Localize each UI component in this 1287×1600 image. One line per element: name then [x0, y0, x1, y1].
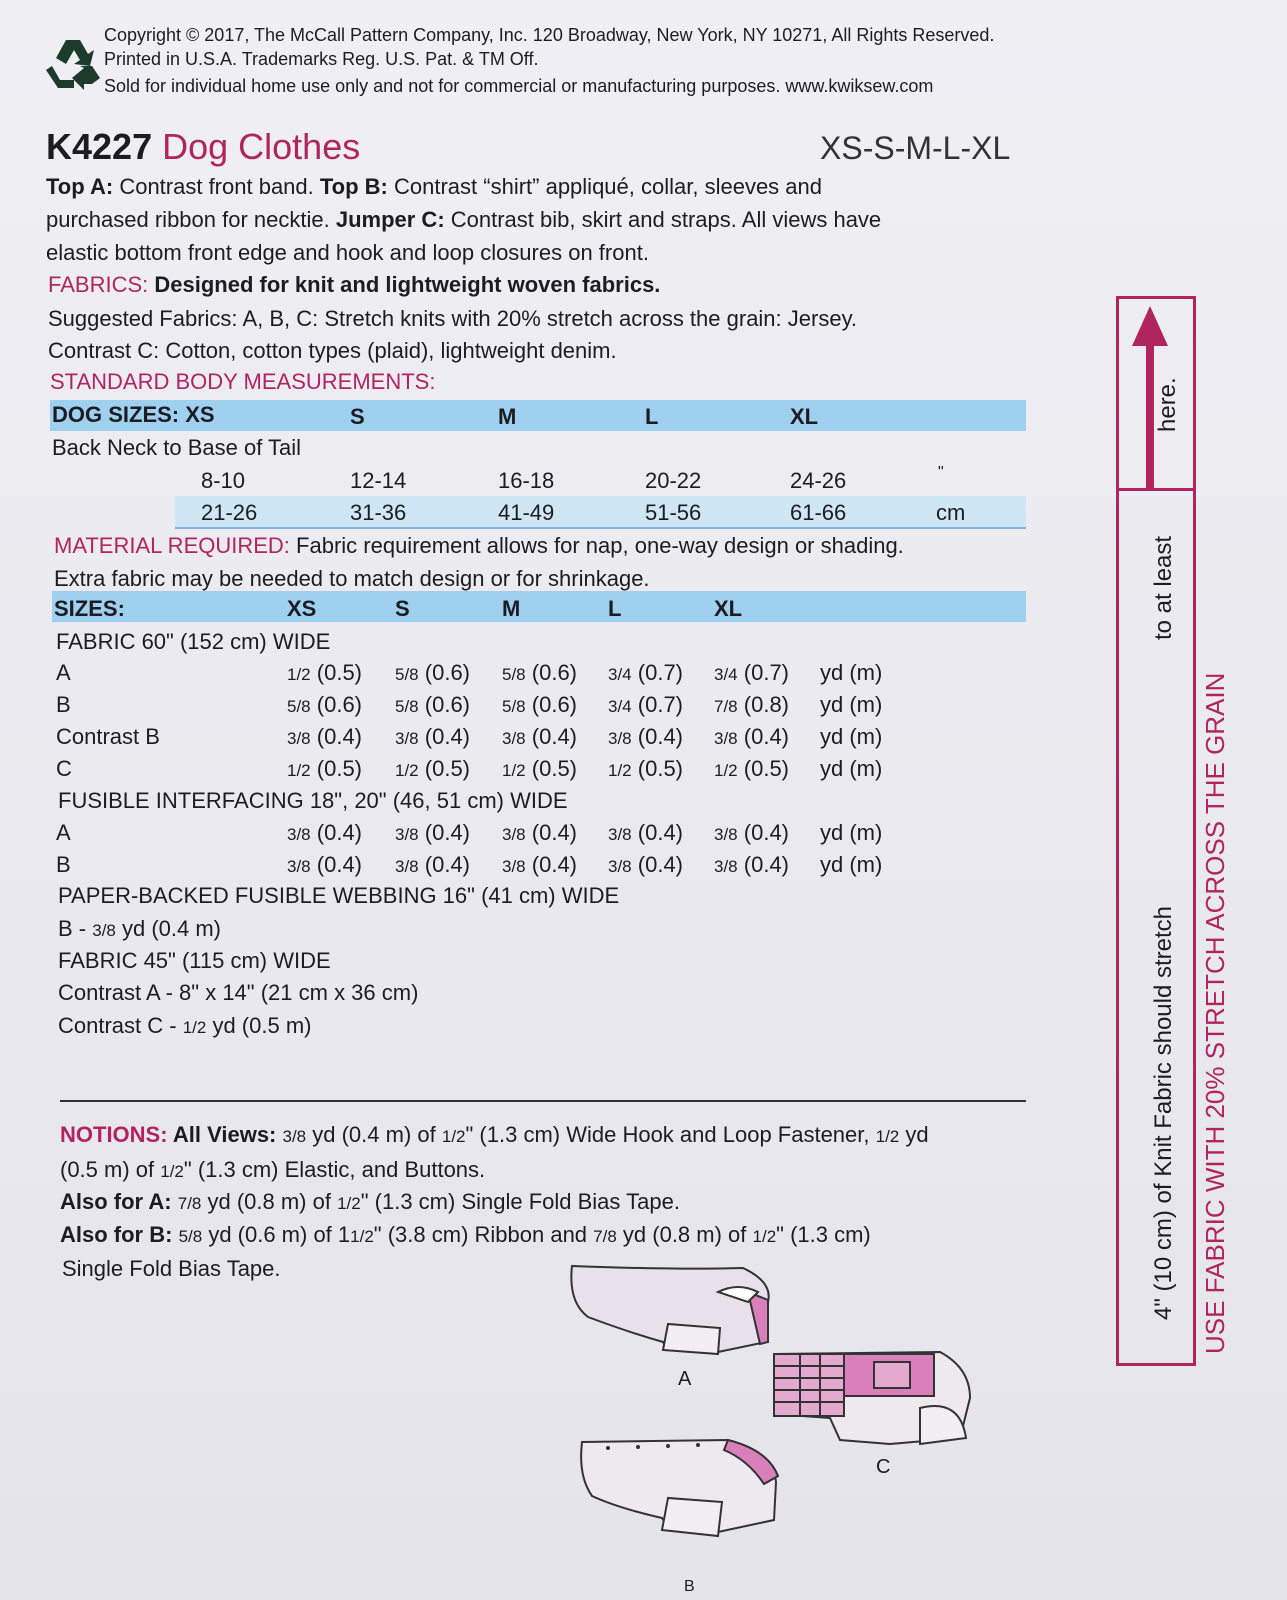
- copyright-line-1: Copyright © 2017, The McCall Pattern Company, Inc. 120 Broadway, New York, NY 10271, All Rights Reserved.: [104, 25, 995, 45]
- description-line-1: [46, 174, 822, 200]
- cm-row-rule: [175, 527, 1026, 529]
- webbing-b: [58, 916, 221, 942]
- b5: 7/8: [593, 1227, 617, 1246]
- amount-fraction: 5/8: [395, 665, 419, 684]
- material-amount: [287, 852, 362, 878]
- material-amount: [287, 692, 362, 718]
- amount-metric: (0.7): [637, 660, 684, 685]
- jumper-c-text: Contrast bib, skirt and straps. All views have: [444, 207, 882, 232]
- material-amount: [395, 756, 470, 782]
- material-text: Fabric requirement allows for nap, one-way design or shading.: [289, 533, 904, 558]
- interfacing-heading: FUSIBLE INTERFACING 18", 20" (46, 51 cm) WIDE: [58, 788, 568, 813]
- amount-metric: (0.4): [531, 724, 578, 749]
- fabric45-heading: FABRIC 45" (115 cm) WIDE: [58, 948, 331, 973]
- notions-line-1: [60, 1122, 929, 1148]
- amount-metric: (0.4): [743, 852, 790, 877]
- amount-fraction: 3/8: [502, 729, 526, 748]
- material-row-label: A: [56, 660, 71, 685]
- amount-metric: (0.4): [743, 724, 790, 749]
- amount-fraction: 3/8: [608, 825, 632, 844]
- amount-metric: (0.5): [424, 756, 471, 781]
- material-amount: [287, 756, 362, 782]
- inch-l: 20-22: [645, 468, 702, 493]
- amount-fraction: 1/2: [502, 761, 526, 780]
- amount-metric: (0.4): [637, 724, 684, 749]
- amount-fraction: 1/2: [395, 761, 419, 780]
- view-b-label: B: [684, 1578, 695, 1595]
- material-amount: [287, 820, 362, 846]
- notions-b-line-2: Single Fold Bias Tape.: [62, 1256, 281, 1281]
- contrast-c-frac: 1/2: [182, 1018, 207, 1037]
- amount-fraction: 3/8: [714, 825, 738, 844]
- material-label: MATERIAL REQUIRED:: [54, 533, 290, 558]
- amount-metric: (0.6): [424, 660, 471, 685]
- material-amount: [502, 724, 577, 750]
- desc-text: purchased ribbon for necktie.: [46, 207, 336, 232]
- suggested-fabrics: Suggested Fabrics: A, B, C: Stretch knits with 20% stretch across the grain: Jersey.: [48, 306, 858, 331]
- amount-metric: (0.5): [316, 756, 363, 781]
- notions-b-line: [60, 1222, 871, 1248]
- material-amount: [714, 756, 789, 782]
- mat-size-m: M: [502, 596, 521, 621]
- notions-divider: [60, 1100, 1026, 1102]
- contrast-c-line: [58, 1013, 311, 1039]
- pattern-number: K4227: [46, 126, 153, 167]
- amount-metric: (0.6): [531, 692, 578, 717]
- amount-fraction: 3/8: [287, 825, 311, 844]
- here-label: here.: [1154, 377, 1181, 432]
- b3: 1/2: [350, 1227, 374, 1246]
- material-line-2: Extra fabric may be needed to match design or for shrinkage.: [54, 566, 650, 591]
- top-a-text: Contrast front band.: [113, 174, 320, 199]
- also-b-label: Also for B:: [60, 1222, 179, 1247]
- amount-metric: (0.5): [531, 756, 578, 781]
- webbing-b-post: yd (0.4 m): [115, 916, 222, 941]
- material-amount: [608, 724, 683, 750]
- n1d: " (1.3 cm) Wide Hook and Loop Fastener,: [465, 1122, 876, 1147]
- notions-label: NOTIONS:: [60, 1122, 168, 1147]
- inch-s: 12-14: [350, 468, 407, 493]
- contrast-fabrics: Contrast C: Cotton, cotton types (plaid), lightweight denim.: [48, 338, 617, 363]
- b2: yd (0.6 m) of 1: [202, 1222, 351, 1247]
- amount-fraction: 1/2: [714, 761, 738, 780]
- a2: yd (0.8 m) of: [201, 1189, 338, 1214]
- material-amount: [502, 692, 577, 718]
- material-row-label: Contrast B: [56, 724, 160, 749]
- webbing-heading: PAPER-BACKED FUSIBLE WEBBING 16" (41 cm) WIDE: [58, 883, 620, 908]
- amount-metric: (0.4): [424, 852, 471, 877]
- view-b-illustration: [578, 1436, 784, 1540]
- recycle-icon: [44, 36, 102, 94]
- material-amount: [608, 756, 683, 782]
- amount-fraction: 3/8: [608, 857, 632, 876]
- amount-metric: (0.6): [424, 692, 471, 717]
- amount-metric: (0.4): [316, 724, 363, 749]
- b7: 1/2: [752, 1227, 777, 1246]
- n2c: " (1.3 cm) Elastic, and Buttons.: [183, 1157, 486, 1182]
- cm-unit: cm: [936, 500, 966, 525]
- amount-metric: (0.4): [424, 724, 471, 749]
- notions-a-line: [60, 1189, 680, 1215]
- inch-unit: ": [938, 464, 944, 481]
- amount-fraction: 1/2: [287, 665, 311, 684]
- amount-metric: (0.4): [637, 852, 684, 877]
- view-a-label: A: [678, 1368, 692, 1390]
- cm-l: 51-56: [645, 500, 702, 525]
- view-c-label: C: [876, 1456, 891, 1478]
- amount-fraction: 3/8: [287, 729, 311, 748]
- material-amount: [287, 660, 362, 686]
- top-b-label: Top B:: [319, 174, 388, 199]
- mat-size-xl: XL: [714, 596, 743, 621]
- n2a: (0.5 m) of: [60, 1157, 161, 1182]
- size-l: L: [645, 404, 659, 429]
- contrast-c-post: yd (0.5 m): [206, 1013, 312, 1038]
- material-unit: yd (m): [820, 852, 883, 877]
- amount-metric: (0.7): [743, 660, 790, 685]
- pattern-title: [46, 126, 360, 168]
- fabrics-label: FABRICS:: [48, 272, 149, 297]
- amount-metric: (0.4): [424, 820, 471, 845]
- contrast-a-line: Contrast A - 8" x 14" (21 cm x 36 cm): [58, 980, 419, 1005]
- material-amount: [714, 724, 789, 750]
- back-neck-label: Back Neck to Base of Tail: [52, 435, 302, 460]
- amount-fraction: 3/8: [714, 857, 738, 876]
- material-unit: yd (m): [820, 756, 883, 781]
- amount-metric: (0.6): [316, 692, 363, 717]
- amount-fraction: 3/8: [395, 825, 419, 844]
- sizes-label: SIZES:: [54, 596, 125, 621]
- amount-metric: (0.5): [637, 756, 684, 781]
- amount-metric: (0.8): [743, 692, 790, 717]
- material-line-1: [54, 533, 904, 559]
- fabrics-line: [48, 272, 660, 298]
- inch-m: 16-18: [498, 468, 555, 493]
- material-amount: [608, 660, 683, 686]
- n1f: yd: [899, 1122, 929, 1147]
- size-xl: XL: [790, 404, 819, 429]
- mat-size-xs: XS: [287, 596, 317, 621]
- material-amount: [608, 692, 683, 718]
- a1: 7/8: [177, 1194, 202, 1213]
- cm-m: 41-49: [498, 500, 555, 525]
- inch-xl: 24-26: [790, 468, 847, 493]
- material-amount: [714, 820, 789, 846]
- notions-line-2: [60, 1157, 485, 1183]
- amount-fraction: 3/8: [287, 857, 311, 876]
- size-range: XS-S-M-L-XL: [820, 130, 1011, 166]
- b8: " (1.3 cm): [776, 1222, 871, 1247]
- to-at-least-label: to at least: [1150, 535, 1177, 640]
- stretch-requirement: USE FABRIC WITH 20% STRETCH ACROSS THE GRAIN: [1200, 672, 1230, 1354]
- amount-metric: (0.4): [531, 820, 578, 845]
- amount-metric: (0.4): [316, 852, 363, 877]
- stretch-instruction: 4" (10 cm) of Knit Fabric should stretch: [1150, 905, 1177, 1320]
- amount-fraction: 5/8: [502, 665, 526, 684]
- amount-fraction: 3/8: [714, 729, 738, 748]
- contrast-c-pre: Contrast C -: [58, 1013, 183, 1038]
- amount-fraction: 5/8: [395, 697, 419, 716]
- cm-xl: 61-66: [790, 500, 847, 525]
- material-amount: [502, 820, 577, 846]
- material-amount: [395, 820, 470, 846]
- material-amount: [714, 852, 789, 878]
- amount-fraction: 7/8: [714, 697, 738, 716]
- jumper-c-label: Jumper C:: [335, 207, 445, 232]
- b4: " (3.8 cm) Ribbon and: [373, 1222, 594, 1247]
- inch-xs: 8-10: [201, 468, 246, 493]
- fabrics-text: Designed for knit and lightweight woven fabrics.: [148, 272, 661, 297]
- webbing-b-pre: B -: [58, 916, 93, 941]
- copyright-line-2: Printed in U.S.A. Trademarks Reg. U.S. Pat. & TM Off.: [104, 49, 539, 69]
- a3: 1/2: [337, 1194, 361, 1213]
- amount-fraction: 3/8: [395, 857, 419, 876]
- b1: 5/8: [178, 1227, 203, 1246]
- material-amount: [608, 820, 683, 846]
- webbing-b-frac: 3/8: [92, 921, 116, 940]
- material-amount: [287, 724, 362, 750]
- material-amount: [714, 660, 789, 686]
- view-c-illustration: [770, 1348, 976, 1448]
- amount-fraction: 3/4: [608, 697, 632, 716]
- amount-fraction: 3/8: [395, 729, 419, 748]
- amount-metric: (0.6): [531, 660, 578, 685]
- n1e: 1/2: [875, 1127, 900, 1146]
- material-amount: [608, 852, 683, 878]
- material-unit: yd (m): [820, 820, 883, 845]
- material-amount: [395, 724, 470, 750]
- amount-metric: (0.4): [316, 820, 363, 845]
- n1b: yd (0.4 m) of: [306, 1122, 442, 1147]
- material-unit: yd (m): [820, 692, 883, 717]
- n1a: 3/8: [282, 1127, 307, 1146]
- material-amount: [714, 692, 789, 718]
- top-a-label: Top A:: [46, 174, 114, 199]
- amount-fraction: 3/8: [608, 729, 632, 748]
- amount-fraction: 3/8: [502, 857, 526, 876]
- amount-fraction: 3/4: [714, 665, 738, 684]
- amount-metric: (0.4): [637, 820, 684, 845]
- n2b: 1/2: [160, 1162, 184, 1181]
- amount-fraction: 3/8: [502, 825, 526, 844]
- material-amount: [395, 660, 470, 686]
- size-m: M: [498, 404, 517, 429]
- also-a-label: Also for A:: [60, 1189, 178, 1214]
- n1c: 1/2: [441, 1127, 466, 1146]
- amount-metric: (0.4): [743, 820, 790, 845]
- amount-fraction: 5/8: [502, 697, 526, 716]
- mat-size-s: S: [395, 596, 410, 621]
- measurements-heading: STANDARD BODY MEASUREMENTS:: [50, 369, 436, 394]
- material-row-label: B: [56, 852, 71, 877]
- amount-metric: (0.5): [316, 660, 363, 685]
- material-row-label: C: [56, 756, 72, 781]
- top-b-text: Contrast “shirt” appliqué, collar, sleeves and: [387, 174, 822, 199]
- material-unit: yd (m): [820, 724, 883, 749]
- amount-metric: (0.5): [743, 756, 790, 781]
- description-line-2: [46, 207, 881, 233]
- b6: yd (0.8 m) of: [616, 1222, 753, 1247]
- amount-fraction: 5/8: [287, 697, 311, 716]
- amount-fraction: 1/2: [287, 761, 311, 780]
- sizes-header-band: [52, 591, 1026, 622]
- material-amount: [502, 852, 577, 878]
- material-amount: [502, 756, 577, 782]
- fabric60-heading: FABRIC 60" (152 cm) WIDE: [56, 629, 331, 654]
- material-amount: [395, 852, 470, 878]
- cm-s: 31-36: [350, 500, 407, 525]
- material-row-label: B: [56, 692, 71, 717]
- all-views-label: All Views:: [167, 1122, 283, 1147]
- size-s: S: [350, 404, 365, 429]
- amount-fraction: 3/4: [608, 665, 632, 684]
- amount-metric: (0.7): [637, 692, 684, 717]
- cm-xs: 21-26: [201, 500, 258, 525]
- a4: " (1.3 cm) Single Fold Bias Tape.: [360, 1189, 680, 1214]
- material-amount: [395, 692, 470, 718]
- cm-row-band: [175, 496, 1026, 527]
- amount-metric: (0.4): [531, 852, 578, 877]
- mat-size-l: L: [608, 596, 622, 621]
- pattern-name: Dog Clothes: [162, 126, 361, 167]
- material-unit: yd (m): [820, 660, 883, 685]
- material-row-label: A: [56, 820, 71, 845]
- copyright-line-3: Sold for individual home use only and not for commercial or manufacturing purposes. www.kwiksew.com: [104, 76, 934, 96]
- description-line-3: elastic bottom front edge and hook and loop closures on front.: [46, 240, 649, 265]
- view-a-illustration: [568, 1262, 778, 1362]
- material-amount: [502, 660, 577, 686]
- dog-sizes-label: DOG SIZES: XS: [52, 402, 215, 427]
- amount-fraction: 1/2: [608, 761, 632, 780]
